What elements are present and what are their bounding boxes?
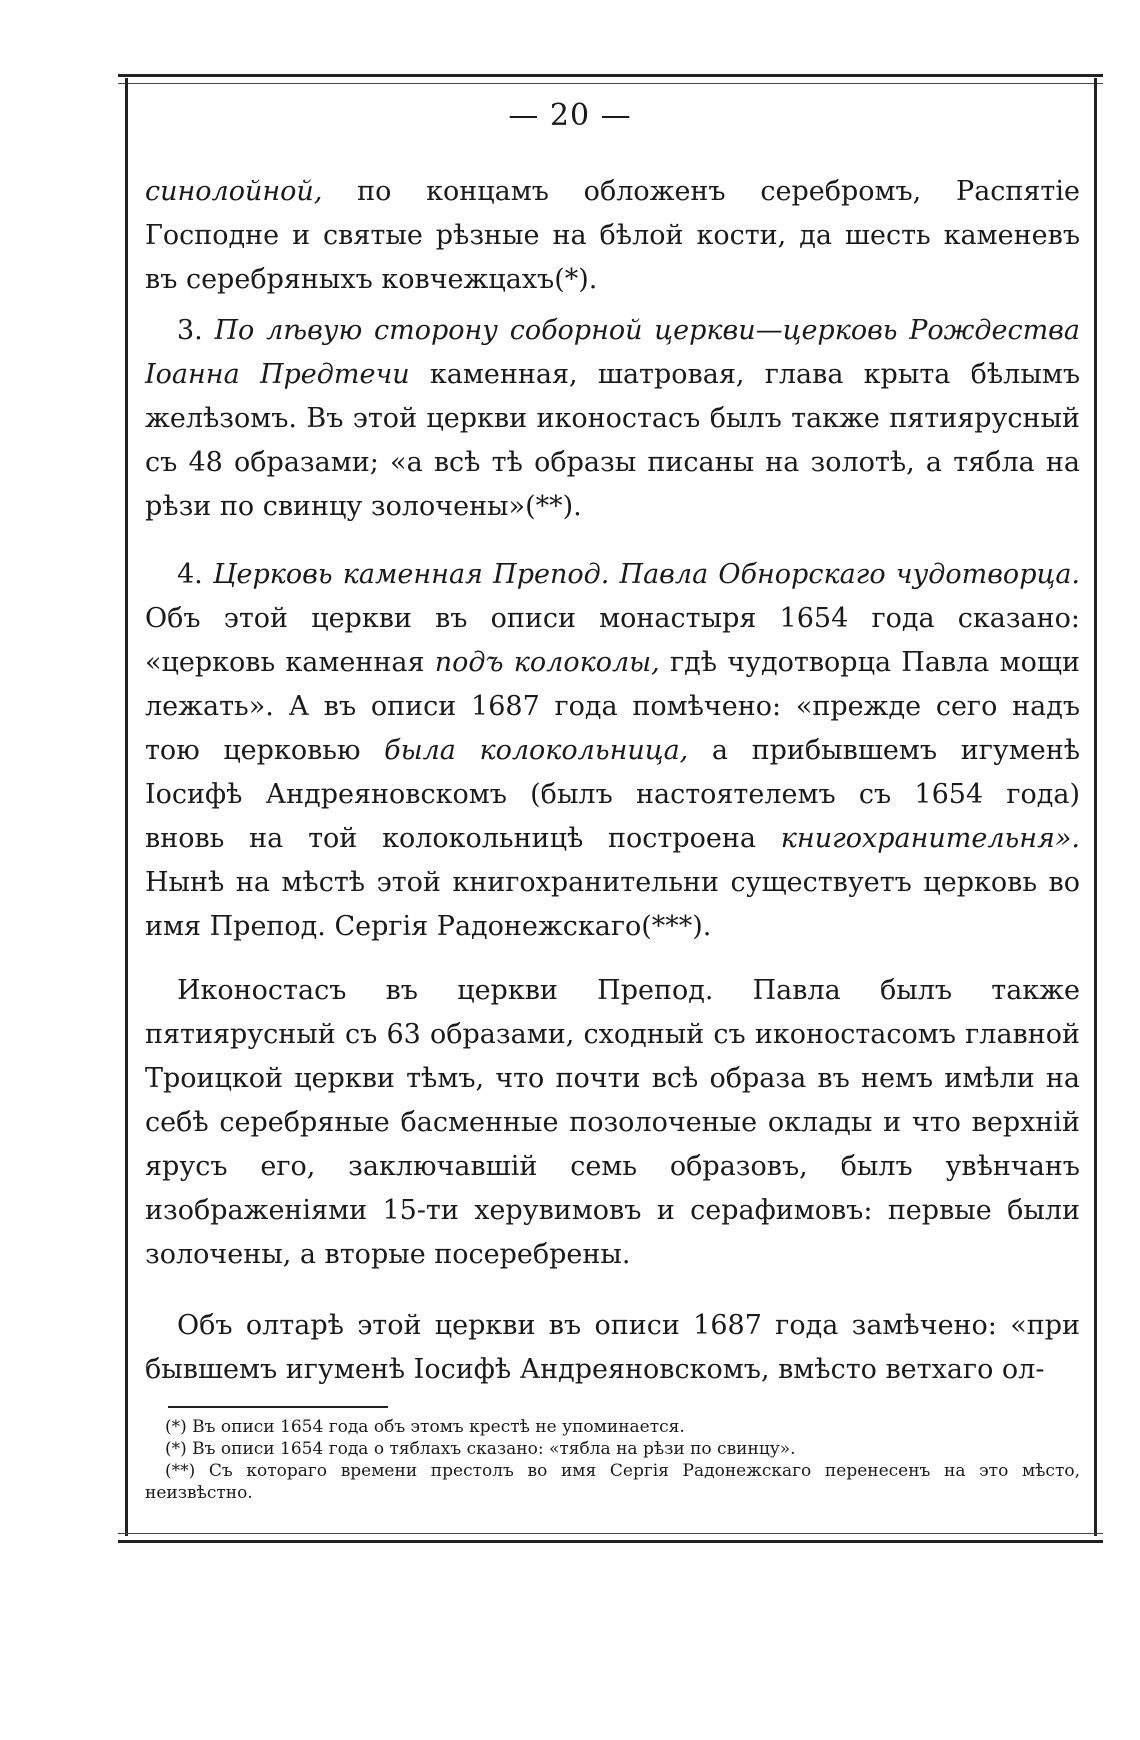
italic-text-run: книгохранительня». [780, 823, 1080, 854]
footnote: (*) Въ описи 1654 года о тяблахъ сказано: «тябла на рѣзи по свинцу». [165, 1439, 796, 1459]
paragraph [145, 969, 1080, 1277]
footnote: (*) Въ описи 1654 года объ этомъ крестѣ не упоминается. [165, 1417, 685, 1437]
paragraph [145, 309, 1080, 529]
text-run: Иконостасъ въ церкви Препод. Павла былъ также пятиярусный съ 63 образами, сходный съ иконостасомъ главной Троицкой церкви тѣмъ, что почти всѣ образа въ немъ имѣли на себѣ серебряные басменные позолоченые оклады и что верхній ярусъ его, заключавшій семь образовъ, былъ увѣнчанъ изображеніями 15-ти херувимовъ и серафимовъ: первые были золочены, а вторые посеребрены. [145, 975, 1080, 1270]
italic-text-run: была колокольница, [384, 735, 689, 766]
italic-text-run: подъ колоколы, [434, 647, 660, 678]
text-run: 3. [177, 315, 215, 346]
italic-text-run: Церковь каменная Препод. Павла Обнорскаго чудотворца. [212, 559, 1080, 590]
text-run: гдѣ чудотворца Павла мощи лежать». А въ описи 1687 года помѣчено: «прежде сего надъ тою церковью [145, 647, 1080, 766]
iconostasis-paragraph [145, 969, 1080, 1277]
paragraph [145, 553, 1080, 949]
italic-text-run: синолойной, [145, 176, 323, 207]
footnote: (**) Съ котораго времени престолъ во имя Сергія Радонежскаго перенесенъ на это мѣсто, неизвѣстно. [145, 1461, 1080, 1503]
section-3-paragraph [145, 309, 1080, 529]
footnotes [145, 1416, 1080, 1504]
italic-text-run: По лѣвую сторону соборной церкви—церковь Рождества Іоанна Предтечи [145, 315, 1080, 390]
text-run: каменная, шатровая, глава крыта бѣлымъ желѣзомъ. Въ этой церкви иконостасъ былъ также пятиярусный съ 48 образами; «а всѣ тѣ образы писаны на золотѣ, а тябла на рѣзи по свинцу золочены»(**). [145, 359, 1080, 522]
page-frame-bottom [118, 1533, 1103, 1543]
page-number: — 20 — [508, 98, 632, 133]
page-frame-top [118, 74, 1103, 84]
paragraph-continuation [145, 170, 1080, 302]
text-run: Нынѣ на мѣстѣ этой книгохранительни существуетъ церковь во имя Препод. Сергія Радонежскаго(***). [145, 867, 1080, 942]
text-run: а прибывшемъ игуменѣ Іосифѣ Андреяновскомъ (былъ настоятелемъ съ 1654 года) вновь на той колокольницѣ построена [145, 735, 1080, 854]
paragraph [145, 170, 1080, 302]
text-run: Объ этой церкви въ описи монастыря 1654 года сказано: «церковь каменная [145, 603, 1080, 678]
text-run: Объ олтарѣ этой церкви въ описи 1687 года замѣчено: «при бывшемъ игуменѣ Іосифѣ Андреяновскомъ, вмѣсто ветхаго ол- [145, 1310, 1080, 1385]
text-run: 4. [177, 559, 213, 590]
text-run: по концамъ обложенъ серебромъ, Распятіе Господне и святые рѣзные на бѣлой кости, да шесть каменевъ въ серебряныхъ ковчежцахъ(*). [145, 176, 1080, 295]
page-frame-left [125, 78, 128, 1536]
footnote-separator [168, 1406, 388, 1408]
paragraph [145, 1304, 1080, 1392]
altar-paragraph [145, 1304, 1080, 1392]
section-4-paragraph [145, 553, 1080, 949]
page-frame-right [1094, 78, 1097, 1536]
